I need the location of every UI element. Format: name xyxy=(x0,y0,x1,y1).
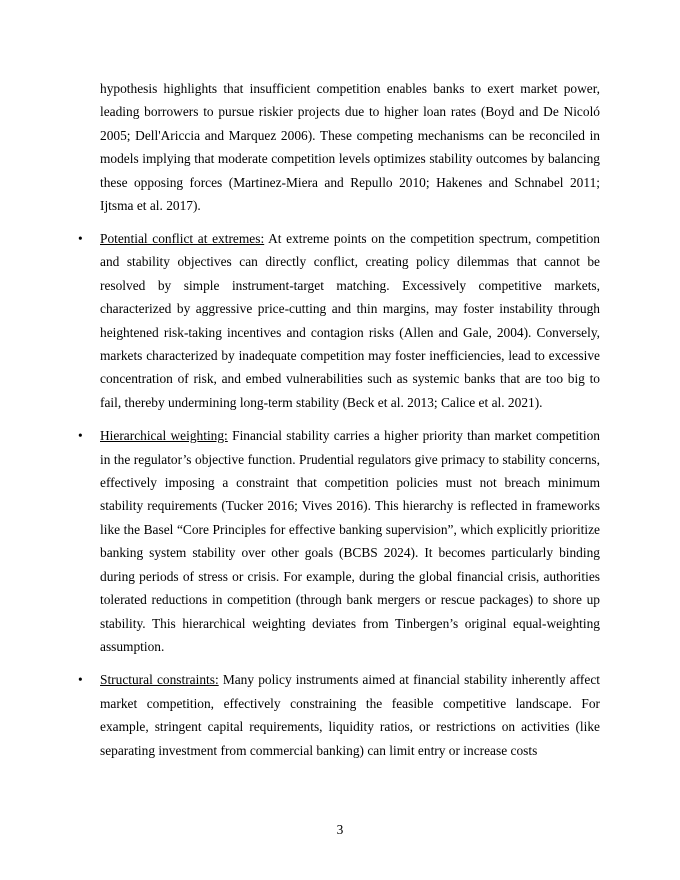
intro-paragraph: hypothesis highlights that insufficient competition enables banks to exert market power, leading borrowers to pursue riskier projects due to higher loan rates (Boyd and De Nicoló 2005; Dell'Ariccia and Marquez 2006). These competing mechanisms can be reconciled in models implying that moderate competition levels optimizes stability outcomes by balancing these opposing forces (Martinez-Miera and Repullo 2010; Hakenes and Schnabel 2011; Ijtsma et al. 2017). xyxy=(100,81,600,214)
bullet-body: Many policy instruments aimed at financial stability inherently affect market competition, effectively constraining the feasible competitive landscape. For example, stringent capital requirements, liquidity ratios, or restrictions on activities (like separating investment from commercial banking) can limit entry or increase costs xyxy=(100,672,601,758)
bullet-body: At extreme points on the competition spectrum, competition and stability objectives can directly conflict, creating policy dilemmas that cannot be resolved by simple instrument-target matching. Excessively competitive markets, characterized by aggressive price-cutting and thin margins, may foster instability through heightened risk-taking incentives and contagion risks (Allen and Gale, 2004). Conversely, markets characterized by inadequate competition may foster inefficiencies, lead to excessive concentration of risk, and embed vulnerabilities such as systemic banks that are too big to fail, thereby undermining long-term stability (Beck et al. 2013; Calice et al. 2021). xyxy=(100,231,600,410)
bullet-item-hierarchical-weighting xyxy=(0,424,600,658)
page-number: 3 xyxy=(336,822,344,837)
bullet-item-structural-constraints xyxy=(0,668,600,762)
bullet-marker: • xyxy=(78,672,83,688)
bullet-list xyxy=(0,227,680,772)
bullet-title: Potential conflict at extremes: xyxy=(100,231,265,246)
bullet-marker: • xyxy=(78,428,83,444)
bullet-title: Hierarchical weighting: xyxy=(100,428,228,444)
bullet-body: Financial stability carries a higher priority than market competition in the regulator’s objective function. Prudential regulators give primacy to stability concerns, effectively imposing a constraint that competition policies must not breach minimum stability requirements (Tucker 2016; Vives 2016). This hierarchy is reflected in frameworks like the Basel “Core Principles for effective banking supervision”, which explicitly prioritize banking system stability over other goals (BCBS 2024). It becomes particularly binding during periods of stress or crisis. For example, during the global financial crisis, authorities tolerated reductions in competition (through bank mergers or rescue packages) to shore up stability. This hierarchical weighting deviates from Tinbergen’s original equal-weighting assumption. xyxy=(100,428,600,654)
bullet-marker: • xyxy=(78,231,83,246)
bullet-title: Structural constraints: xyxy=(100,672,219,688)
bullet-item-potential-conflict xyxy=(0,227,600,414)
